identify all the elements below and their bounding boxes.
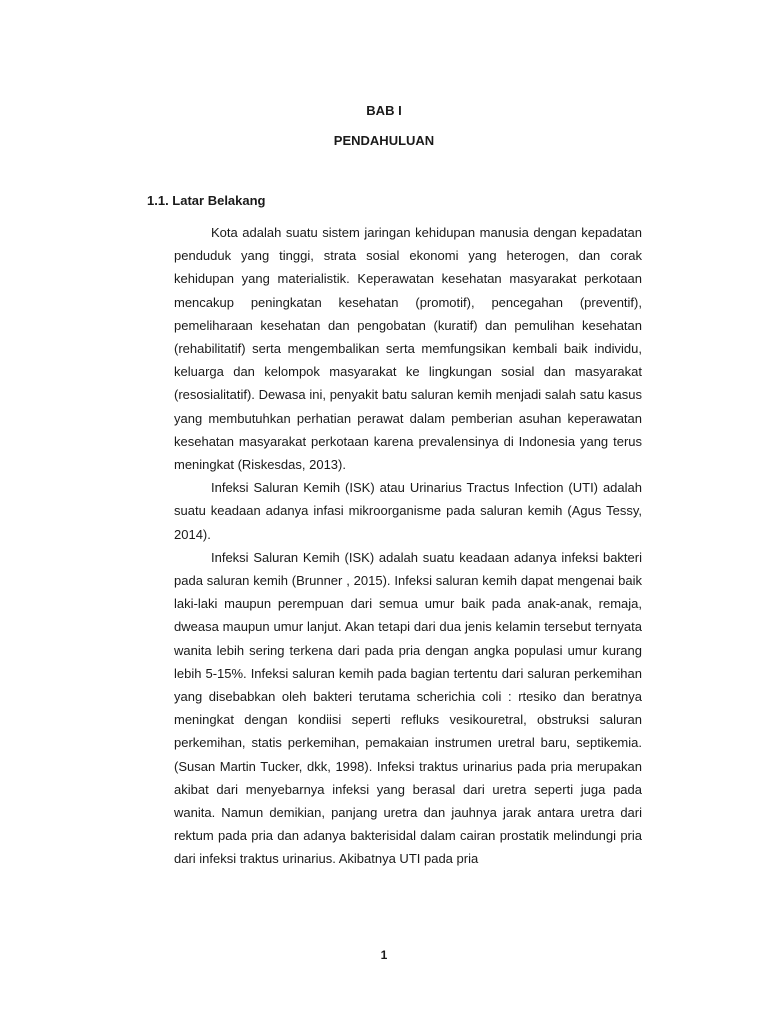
chapter-label: BAB I xyxy=(366,103,402,118)
chapter-title: PENDAHULUAN xyxy=(333,133,435,148)
paragraph-isk-infection: Infeksi Saluran Kemih (ISK) adalah suatu keadaan adanya infeksi bakteri pada saluran kemih (Brunner , 2015). Infeksi saluran kemih dapat mengenai baik laki-laki maupun perempuan dari semua umur baik pada anak-anak, remaja, dweasa maupun umur lanjut. Akan tetapi dari dua jenis kelamin tersebut ternyata wanita lebih sering terkena dari pada pria dengan angka populasi umur kurang lebih 5-15%. Infeksi saluran kemih pada bagian tertentu dari saluran perkemihan yang disebabkan oleh bakteri terutama scherichia coli : rtesiko dan beratnya meningkat dengan kondiisi seperti refluks vesikouretral, obstruksi saluran perkemihan, statis perkemihan, pemakaian instrumen uretral baru, septikemia. (Susan Martin Tucker, dkk, 1998). Infeksi traktus urinarius pada pria merupakan akibat dari menyebarnya infeksi yang berasal dari uretra seperti juga pada wanita. Namun demikian, panjang uretra dan jauhnya jarak antara uretra dari rektum pada pria dan adanya bakterisidal dalam cairan prostatik melindungi pria dari infeksi traktus urinarius. Akibatnya UTI pada pria xyxy=(174,549,642,867)
section-heading: 1.1. Latar Belakang xyxy=(147,193,266,208)
page-number: 1 xyxy=(380,948,388,962)
body-text xyxy=(174,221,642,871)
paragraph-isk-definition: Infeksi Saluran Kemih (ISK) atau Urinarius Tractus Infection (UTI) adalah suatu keadaan adanya infasi mikroorganisme pada saluran kemih (Agus Tessy, 2014). xyxy=(174,480,642,542)
paragraph-kota: Kota adalah suatu sistem jaringan kehidupan manusia dengan kepadatan penduduk yang tinggi, strata sosial ekonomi yang heterogen, dan corak kehidupan yang materialistik. Keperawatan kesehatan masyarakat perkotaan mencakup peningkatan kesehatan (promotif), pencegahan (preventif), pemeliharaan kesehatan dan pengobatan (kuratif) dan pemulihan kesehatan (rehabilitatif) serta mengembalikan serta memfungsikan kembali baik individu, keluarga dan kelompok masyarakat ke lingkungan sosial dan masyarakat (resosialitatif). Dewasa ini, penyakit batu saluran kemih menjadi salah satu kasus yang membutuhkan perhatian perawat dalam pemberian asuhan keperawatan kesehatan masyarakat perkotaan karena prevalensinya di Indonesia yang terus meningkat (Riskesdas, 2013). xyxy=(174,225,642,473)
